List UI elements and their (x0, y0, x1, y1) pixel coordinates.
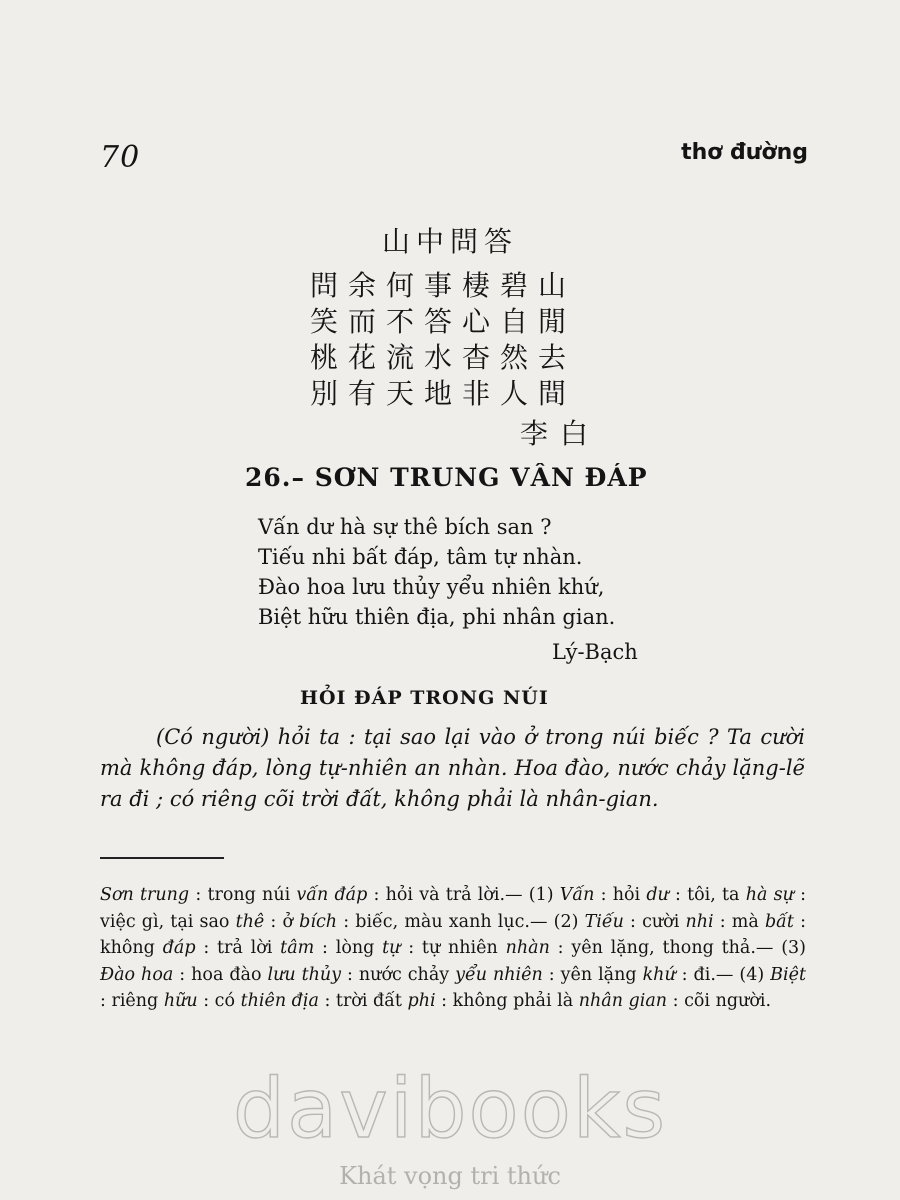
footnote-term: đáp (162, 938, 196, 958)
section-heading: 26.– SƠN TRUNG VẤN ĐÁP (245, 463, 648, 492)
chinese-poem (310, 268, 576, 412)
vietnamese-poem-author: Lý-Bạch (552, 640, 638, 664)
footnote-definition: : hoa đào (173, 964, 268, 985)
footnote-definition: : tự nhiên (400, 938, 506, 958)
vietnamese-poem-line: Vấn dư hà sự thê bích san ? (258, 515, 552, 539)
footnote-term: Tiếu (584, 911, 624, 932)
footnote-definition: : trả lời (195, 938, 281, 958)
chinese-poem-title: 山中問答 (381, 225, 518, 258)
watermark-brand: davibooks (232, 1062, 668, 1157)
footnote-definition: : ở (264, 911, 300, 932)
footnote-divider (100, 857, 224, 859)
footnote-definition: : tôi, ta (668, 885, 746, 905)
footnote-term: dư (646, 885, 669, 905)
footnote-definition: : lòng (314, 938, 383, 958)
footnote-definition: : không phải là (435, 991, 579, 1011)
footnote-term: phi (407, 991, 436, 1011)
chinese-poem-line: 別有天地非人間 (310, 377, 577, 410)
footnote-term: Vấn (559, 885, 595, 905)
footnote-definition: : việc gì, tại sao (100, 885, 806, 932)
chinese-poem-line: 問余何事棲碧山 (310, 269, 577, 302)
footnote-definition: : mà (713, 911, 765, 932)
translation-heading: HỎI ĐÁP TRONG NÚI (300, 687, 549, 709)
footnote-definition: : biếc, màu xanh lục.— (2) (337, 911, 585, 932)
footnote-term: bích (299, 911, 338, 932)
chinese-poem-line: 桃花流水杳然去 (310, 341, 577, 374)
footnote-definition: : nước chảy (341, 964, 456, 985)
footnote-term: hà sự (745, 885, 794, 905)
vietnamese-poem-line: Biệt hữu thiên địa, phi nhân gian. (258, 605, 616, 629)
footnote-term: bất (764, 911, 794, 932)
page-number: 70 (100, 140, 141, 175)
footnote-definition: : riêng (100, 991, 164, 1011)
chinese-poem-line: 笑而不答心自閒 (310, 305, 577, 338)
footnote-definition: : cõi người. (667, 991, 772, 1011)
footnote-term: nhân gian (578, 991, 668, 1011)
vietnamese-poem-line: Tiếu nhi bất đáp, tâm tự nhàn. (258, 545, 583, 569)
footnote-term: Biệt (770, 964, 806, 985)
footnote-term: nhi (685, 911, 714, 932)
footnote-term: lưu thủy (267, 964, 342, 985)
footnote-term: nhàn (505, 938, 550, 958)
footnote-term: Đào hoa (100, 964, 174, 985)
translation-paragraph (100, 722, 805, 815)
running-head: thơ đường (681, 140, 808, 165)
footnote-term: khứ (642, 964, 676, 985)
footnote-definition: : cười (623, 911, 686, 932)
footnote-term: vấn đáp (296, 885, 368, 905)
footnotes (100, 882, 806, 1015)
footnote-definition: : hỏi (594, 885, 647, 905)
footnote-definition: : không (100, 911, 806, 958)
footnote-term: tự (382, 938, 401, 958)
footnote-term: hữu (163, 991, 198, 1011)
footnote-definition: : có (197, 991, 241, 1011)
footnote-definition: : hỏi và trả lời.— (1) (367, 885, 560, 905)
footnote-definition: : trong núi (189, 885, 297, 905)
vietnamese-poem-line: Đào hoa lưu thủy yểu nhiên khứ, (258, 575, 605, 599)
footnote-definition: : yên lặng (542, 964, 643, 985)
footnote-definition: : trời đất (318, 991, 408, 1011)
watermark-tagline: Khát vọng tri thức (339, 1162, 561, 1190)
footnote-term: Sơn trung (100, 885, 190, 905)
translation-text: (Có người) hỏi ta : tại sao lại vào ở trong núi biếc ? Ta cười mà không đáp, lòng tự-nhiên an nhàn. Hoa đào, nước chảy lặng-lẽ ra đi ; có riêng cõi trời đất, không phải là nhân-gian. (100, 725, 805, 811)
footnote-term: yểu nhiên (455, 964, 543, 985)
footnote-definition: : đi.— (4) (675, 964, 771, 985)
footnote-term: thiên địa (240, 991, 319, 1011)
footnote-term: tâm (280, 938, 315, 958)
chinese-poem-author: 李白 (520, 417, 601, 450)
footnote-term: thê (235, 911, 265, 932)
vietnamese-poem (258, 512, 615, 632)
footnote-definition: : yên lặng, thong thả.— (3) (549, 938, 806, 958)
